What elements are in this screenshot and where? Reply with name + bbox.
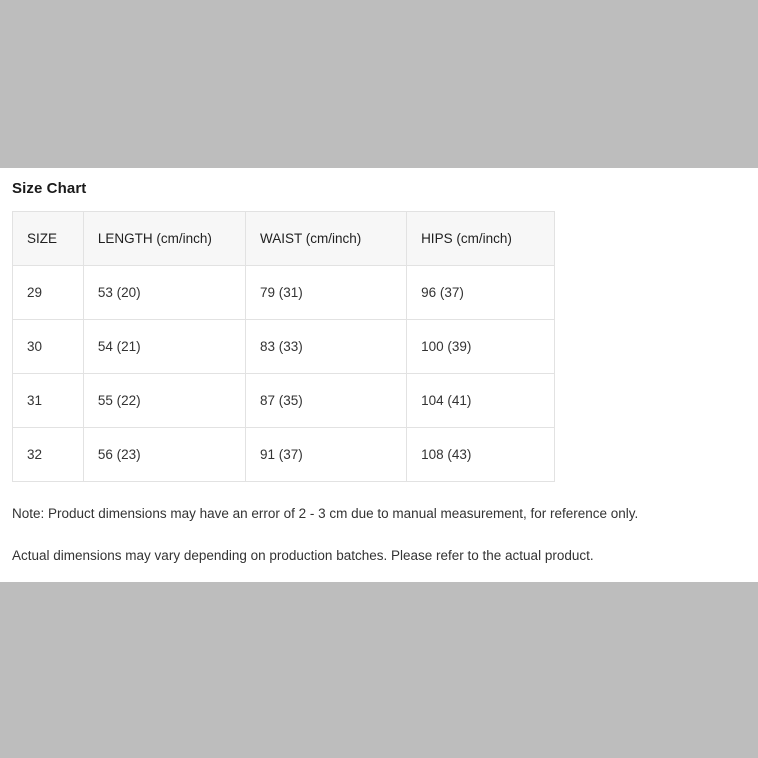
cell-length: 55 (22) [83,374,245,428]
cell-waist: 83 (33) [245,320,406,374]
cell-size: 31 [13,374,84,428]
column-header-hips: HIPS (cm/inch) [407,212,555,266]
cell-size: 29 [13,266,84,320]
page-title: Size Chart [12,180,87,197]
table-row [13,428,555,482]
cell-size: 30 [13,320,84,374]
cell-hips: 108 (43) [407,428,555,482]
cell-waist: 87 (35) [245,374,406,428]
table-row [13,320,555,374]
cell-waist: 91 (37) [245,428,406,482]
table-header-row [13,212,555,266]
column-header-length: LENGTH (cm/inch) [83,212,245,266]
cell-hips: 104 (41) [407,374,555,428]
production-note: Actual dimensions may vary depending on production batches. Please refer to the actual product. [12,548,594,564]
cell-length: 56 (23) [83,428,245,482]
table-row [13,374,555,428]
cell-waist: 79 (31) [245,266,406,320]
top-background-band [0,0,758,168]
cell-size: 32 [13,428,84,482]
size-chart-panel [0,168,758,582]
measurement-note: Note: Product dimensions may have an error of 2 - 3 cm due to manual measurement, for reference only. [12,506,639,521]
column-header-size: SIZE [13,212,84,266]
column-header-waist: WAIST (cm/inch) [245,212,406,266]
table-row [13,266,555,320]
size-chart-table [12,211,555,482]
cell-length: 54 (21) [83,320,245,374]
cell-hips: 96 (37) [407,266,555,320]
cell-hips: 100 (39) [407,320,555,374]
bottom-background-band [0,582,758,758]
cell-length: 53 (20) [83,266,245,320]
